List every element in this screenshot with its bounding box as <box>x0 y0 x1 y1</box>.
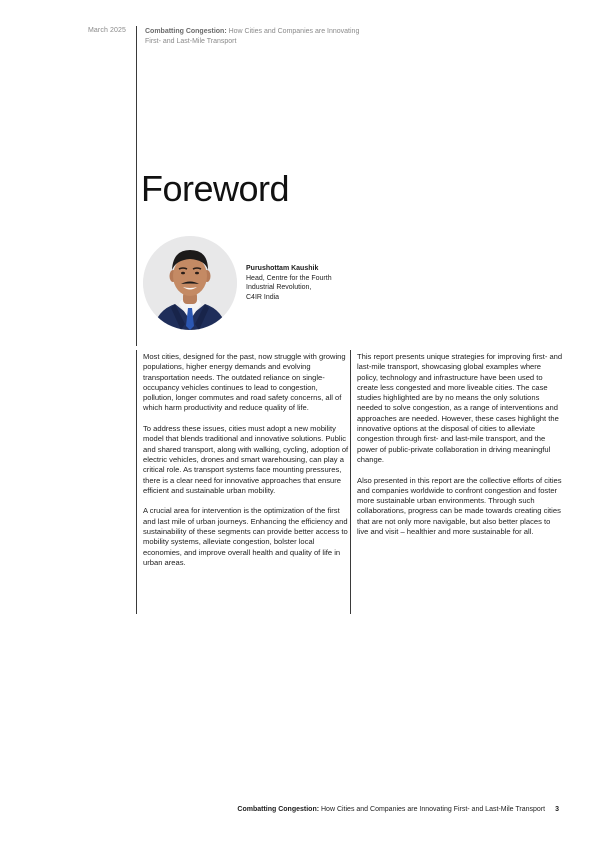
header-title-rest: How Cities and Companies are Innovating First- and Last-Mile Transport <box>145 28 360 45</box>
author-portrait <box>143 236 237 330</box>
header-title-bold: Combatting Congestion: <box>145 28 227 35</box>
vertical-divider-top <box>136 26 137 346</box>
portrait-illustration <box>143 236 237 330</box>
vertical-divider-column2 <box>350 350 351 614</box>
page-title: Foreword <box>141 168 290 209</box>
author-info <box>246 264 366 302</box>
author-role-line1: Head, Centre for the Fourth <box>246 274 332 282</box>
header-report-title <box>145 27 375 46</box>
page-number: 3 <box>555 806 559 813</box>
body-column-right <box>357 352 563 548</box>
vertical-divider-column1 <box>136 350 137 614</box>
paragraph: Most cities, designed for the past, now struggle with growing populations, higher energy demands and evolving transportation needs. The outdated reliance on single-occupancy vehicles continues to lead to congestion, pollution, longer commutes and road safety concerns, all of which harm productivity and reduce quality of life. <box>143 352 346 413</box>
body-column-left <box>143 352 349 579</box>
page-footer <box>237 806 559 813</box>
paragraph: Also presented in this report are the collective efforts of cities and companies worldwide to confront congestion and foster more sustainable urban environments. Through such collaborations, progress can be made towards creating cities that are not only more navigable, but also better places to live and visit – healthier and more sustainable for all. <box>357 475 562 537</box>
footer-title-bold: Combatting Congestion: <box>237 806 320 813</box>
author-role-line3: C4IR India <box>246 293 280 301</box>
paragraph: A crucial area for intervention is the optimization of the first and last mile of urban journeys. Enhancing the efficiency and sustainability of these segments can provide better access to mobility systems, alleviate congestion, bolster local economies, and improve overall health and quality of life in urban areas. <box>143 506 348 567</box>
header-date: March 2025 <box>88 27 126 34</box>
paragraph: This report presents unique strategies for improving first- and last-mile transport, showcasing global examples where policy, technology and infrastructure have been used to create less congested and more liveable cities. The case studies highlighted are by no means the only solutions needed to solve congestion, as a range of interventions and approaches are needed. However, these cases highlight the innovative options at the disposal of cities to alleviate congestion through first- and last-mile transport, and the power of public-private collaboration in driving meaningful change. <box>357 352 563 464</box>
author-name: Purushottam Kaushik <box>246 265 319 272</box>
author-role-line2: Industrial Revolution, <box>246 284 312 291</box>
footer-title-rest: How Cities and Companies are Innovating First- and Last-Mile Transport <box>319 806 546 813</box>
paragraph: To address these issues, cities must adopt a new mobility model that blends traditional and innovative solutions. Public and shared transport, along with walking, cycling, adoption of electric vehicles, drones and smart warehousing, can play a critical role. As transport systems face mounting pressures, there is a clear need for innovative approaches that ensure efficient and sustainable urban mobility. <box>143 424 349 495</box>
